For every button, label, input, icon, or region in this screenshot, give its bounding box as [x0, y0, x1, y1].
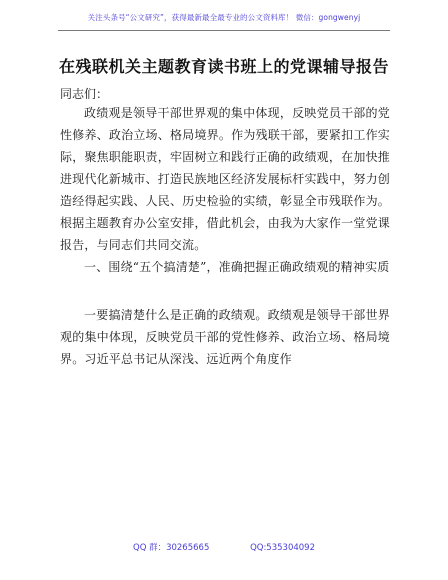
body-paragraph: 政绩观是领导干部世界观的集中体现，反映党员干部的党性修养、政治立场、格局境界。作为残联干部，要紧扣工作实际，聚焦职能职责，牢固树立和践行正确的政绩观，在加快推进现代化新城市、打造民族地区经济发展标杆实践中，努力创造经得起实践、人民、历史检验的实绩，彰显全市残联作为。根据主题教育办公室安排，借此机会，由我为大家作一堂党课报告，与同志们共同交流。 [60, 106, 390, 252]
body-paragraph: 一要搞清楚什么是正确的政绩观。政绩观是领导干部世界观的集中体现，反映党员干部的党性修养、政治立场、格局境界。习近平总书记从深浅、远近两个角度作 [60, 308, 390, 366]
header-divider [58, 30, 390, 31]
header-banner: 关注头条号“公文研究”，获得最新最全最专业的公文资料库！ 微信：gongwenyj [87, 13, 361, 22]
document-title: 在残联机关主题教育读书班上的党课辅导报告 [58, 57, 389, 76]
section-heading: 一、围绕“五个搞清楚”，准确把握正确政绩观的精神实质 [84, 260, 390, 274]
footer-qq-group: QQ 群：30265665 [133, 543, 210, 553]
footer-contact [0, 541, 448, 553]
footer-qq: QQ:535304092 [250, 543, 315, 553]
salutation: 同志们： [60, 87, 109, 101]
